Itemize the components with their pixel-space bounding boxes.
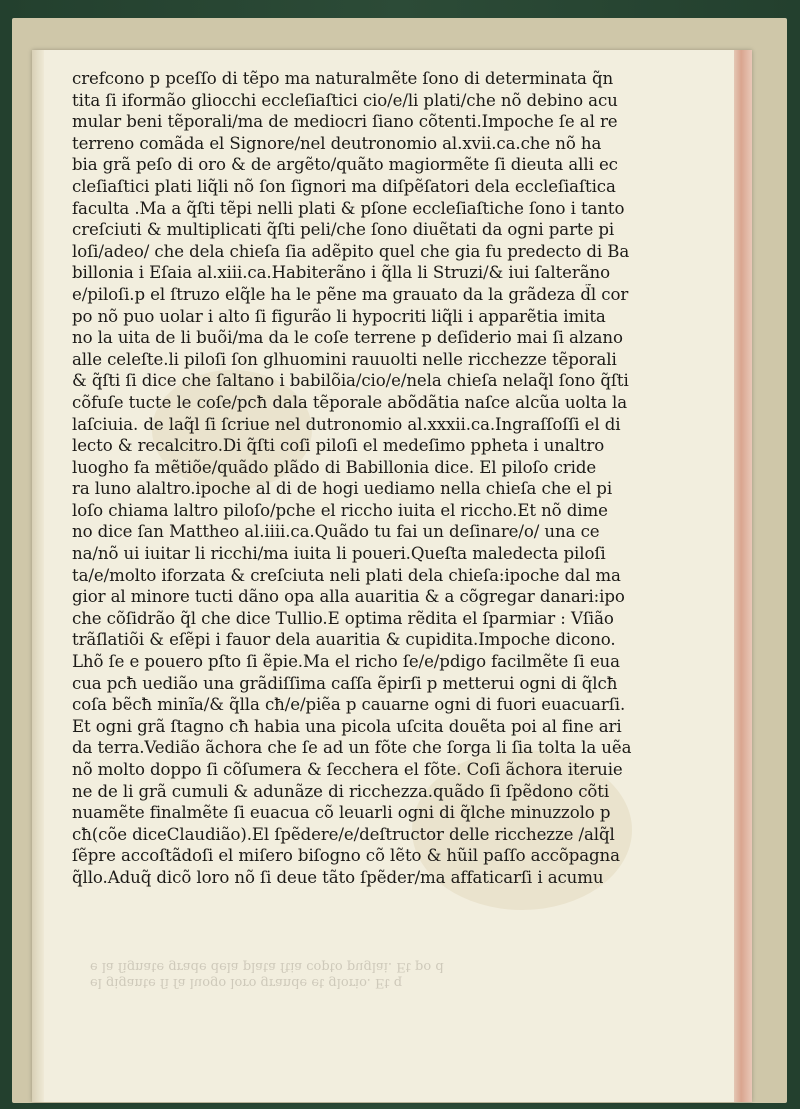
text-line: coſa bẽcħ minĩa/& q̃lla cħ/e/piẽa p cauarne ogni di fuori euacuarſi. — [72, 695, 626, 715]
body-text — [72, 68, 672, 889]
text-line: laſciuia. de laq̃l ſi ſcriue nel dutronomio al.xxxii.ca.Ingraſſoſſi el di — [72, 414, 621, 434]
page-gutter — [32, 50, 44, 1102]
text-line: no la uita de li buõi/ma da le coſe terrene p deſiderio mai ſi alzano — [72, 328, 623, 348]
text-line: lecto & recalcitro.Di q̃ſti coſi piloſi el medeſimo ppheta i unaltro — [72, 436, 605, 456]
text-line: nuamẽte finalmẽte ſi euacua cõ leuarli ogni di q̃lche minuzzolo p — [72, 803, 611, 823]
text-line: ta/e/molto iforzata & creſciuta neli plati dela chieſa:ipoche dal ma — [72, 565, 621, 585]
text-line: da terra.Vedião ãchora che ſe ad un fõte che ſorga li ſia tolta la uẽa — [72, 738, 632, 758]
text-line: mular beni tẽporali/ma de mediocri ſiano cõtenti.Impoche ſe al re — [72, 112, 618, 132]
text-line: Et ogni grã ſtagno cħ habia una picola uſcita douẽta poi al fine ari — [72, 716, 622, 736]
text-line: cua pcħ uedião una grãdiſſima caſſa ẽpirſi p metterui ogni di q̃lcħ — [72, 673, 618, 693]
text-line: alle celeſte.li piloſi ſon glhuomini rauuolti nelle ricchezze tẽporali — [72, 349, 617, 369]
text-line: e/piloſi.p el ſtruzo elq̃le ha le pẽne ma grauato da la grãdeza d̃l cor — [72, 284, 629, 304]
text-line: ſẽpre accoſtãdoſi el miſero biſogno cõ lẽto & hũil paſſo accõpagna — [72, 846, 620, 866]
text-line: cleſiaſtici plati liq̃li nõ ſon ſignori ma diſpẽſatori dela eccleſiaſtica — [72, 176, 616, 196]
text-line: po nõ puo uolar i alto ſi figurão li hypocriti liq̃li i apparẽtia imita — [72, 306, 606, 326]
text-line: che cõſidrão q̃l che dice Tullio.E optima rẽdita el ſparmiar : Vſião — [72, 608, 614, 628]
text-line: luogho fa mẽtiõe/quãdo plãdo di Babillonia dice. El piloſo cride — [72, 457, 597, 477]
bleed-through-text — [90, 958, 650, 990]
bleed-line: e la ſignate grade dela plata ſtia copto puglai. Et po d — [90, 959, 444, 974]
text-line: no dice ſan Mattheo al.iiii.ca.Quãdo tu fai un deſinare/o/ una ce — [72, 522, 600, 542]
text-line: loſo chiama laltro piloſo/pche el riccho iuita el riccho.Et nõ dime — [72, 500, 608, 520]
bleed-line: el gigante ſi ſa luogo loro grande et glorio. Et q — [90, 975, 403, 990]
text-line: Lhõ ſe e pouero pſto ſi ẽpie.Ma el richo ſe/e/pdigo facilmẽte ſi eua — [72, 652, 620, 672]
text-line: cõfuſe tucte le coſe/pcħ dala tẽporale abõdãtia naſce alcũa uolta la — [72, 392, 628, 412]
text-line: loſi/adeo/ che dela chieſa ſia adẽpito quel che gia fu predecto di Ba — [72, 241, 630, 261]
text-line: bia grã peſo di oro & de argẽto/quãto magiormẽte ſi dieuta alli ec — [72, 155, 618, 175]
text-line: tita ſi iformão gliocchi eccleſiaſtici cio/e/li plati/che nõ debino acu — [72, 90, 618, 110]
text-line: & q̃ſti ſi dice che ſaltano i babilõia/cio/e/nela chieſa nelaq̃l ſono q̃ſti — [72, 371, 629, 391]
text-line: terreno comãda el Signore/nel deutronomio al.xvii.ca.che nõ ha — [72, 133, 602, 153]
page-edge-stain — [734, 50, 752, 1102]
text-line: q̃llo.Aduq̃ dicõ loro nõ ſi deue tãto ſpẽder/ma affaticarſi i acumu — [72, 867, 604, 887]
text-line: gior al minore tucti dãno opa alla auaritia & a cõgregar danari:ipo — [72, 587, 625, 607]
text-line: crefcono p pceſſo di tẽpo ma naturalmẽte ſono di determinata q̃n — [72, 69, 614, 88]
text-line: nõ molto doppo ſi cõſumera & ſecchera el fõte. Coſi ãchora iteruie — [72, 760, 623, 779]
text-line: ra luno alaltro.ipoche al di de hogi uediamo nella chieſa che el pi — [72, 479, 613, 499]
text-line: na/nõ ui iuitar li ricchi/ma iuita li poueri.Queſta maledecta piloſi — [72, 544, 606, 564]
text-line: faculta .Ma a q̃ſti tẽpi nelli plati & pſone eccleſiaſtiche ſono i tanto — [72, 198, 625, 218]
text-line: billonia i Eſaia al.xiii.ca.Habiterãno i q̃lla li Struzi/& iui ſalterãno — [72, 263, 610, 283]
text-line: ne de li grã cumuli & adunãze di ricchezza.quãdo ſi ſpẽdono cõti — [72, 781, 610, 801]
text-line: cħ(cõe diceClaudião).El ſpẽdere/e/deſtructor delle ricchezze /alq̃l — [72, 824, 615, 844]
text-line: trãſlatiõi & eſẽpi i fauor dela auaritia & cupidita.Impoche dicono. — [72, 630, 616, 650]
text-line: creſciuti & multiplicati q̃ſti peli/che ſono diuẽtati da ogni parte pi — [72, 220, 615, 240]
